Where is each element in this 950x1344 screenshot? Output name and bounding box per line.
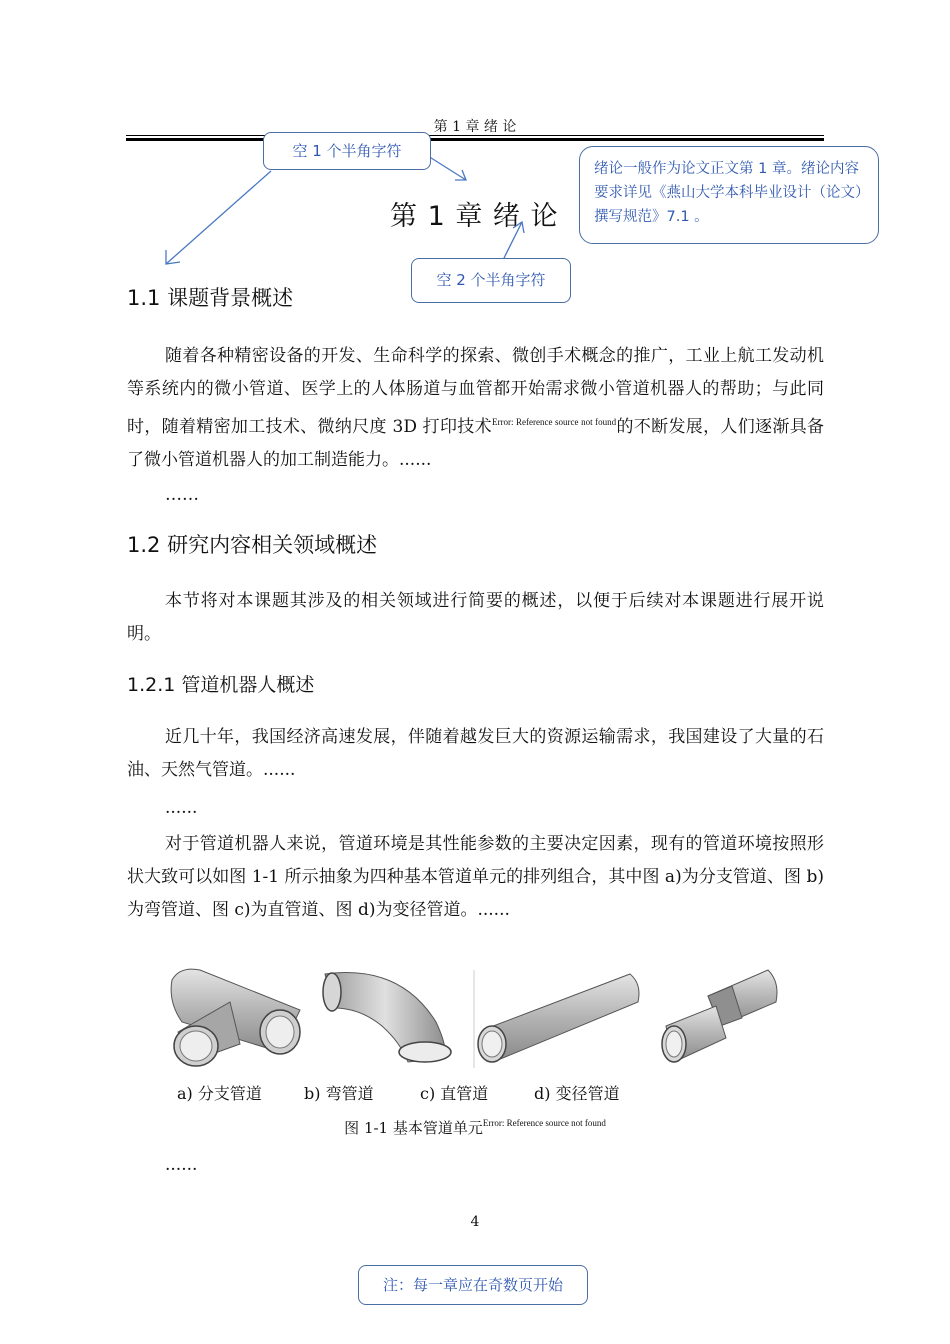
arrowhead-title-gap (513, 222, 524, 233)
paragraph-text-a: 随着各种精密设备的开发、生命科学的探索、微创手术概念的推广，工业上航工发动机等系统内的微小管道、医学上的人体肠道与血管都开始需求微小管道机器人的帮助；与此同时，随着精密加工技术、微纳尺度 3D 打印技术 (127, 346, 824, 437)
callout-intro-note: 绪论一般作为论文正文第 1 章。绪论内容要求详见《燕山大学本科毕业设计（论文）撰写规范》7.1 。 (579, 146, 879, 244)
paragraph-text-b: 的不断发展，人们逐渐具备了微小管道机器人的加工制造能力。...... (127, 417, 825, 470)
callout-odd-page-note: 注：每一章应在奇数页开始 (358, 1265, 588, 1305)
section-1-2-1-paragraph-b: 对于管道机器人来说，管道环境是其性能参数的主要决定因素，现有的管道环境按照形状大致可以如图 1-1 所示抽象为四种基本管道单元的排列组合，其中图 a)为分支管道、图 b)为弯管道、图 c)为直管道、图 d)为变径管道。...... (127, 834, 824, 920)
ellipsis-line: …… (165, 485, 199, 505)
figure-pipe-units (160, 962, 790, 1072)
page-number: 4 (470, 1214, 480, 1230)
section-heading-1-1: 1.1 课题背景概述 (127, 286, 294, 310)
section-heading-1-2: 1.2 研究内容相关领域概述 (127, 533, 378, 557)
section-1-2-1-paragraph-a: 近几十年，我国经济高速发展，伴随着越发巨大的资源运输需求，我国建设了大量的石油、天然气管道。...... (127, 727, 824, 780)
subcaption-b: b) 弯管道 (304, 1084, 374, 1103)
figure-caption-text: 图 1-1 基本管道单元 (344, 1119, 483, 1137)
reference-error: Error: Reference source not found (491, 417, 617, 427)
section-1-2-paragraph: 本节将对本课题其涉及的相关领域进行简要的概述，以便于后续对本课题进行展开说明。 (127, 591, 824, 644)
subcaption-c: c) 直管道 (420, 1084, 489, 1103)
straight-pipe-image (478, 974, 639, 1062)
section-heading-1-2-1: 1.2.1 管道机器人概述 (127, 674, 315, 696)
arrow-to-heading (166, 171, 271, 264)
trailing-dots: ...... (165, 1155, 198, 1175)
figure-caption-reference-error: Error: Reference source not found (482, 1118, 606, 1128)
subcaption-d: d) 变径管道 (534, 1084, 620, 1103)
chapter-title: 第 1 章 绪 论 (390, 201, 559, 232)
subcaption-a: a) 分支管道 (177, 1084, 262, 1103)
dots-line: ...... (165, 798, 198, 818)
section-1-1-paragraph (127, 340, 824, 477)
running-header: 第 1 章 绪 论 (433, 119, 517, 135)
arrow-to-title (428, 156, 466, 180)
callout-space-two: 空 2 个半角字符 (411, 258, 571, 303)
callout-space-one: 空 1 个半角字符 (263, 132, 431, 170)
figure-caption (0, 1117, 950, 1138)
reducer-pipe-image (662, 970, 777, 1062)
elbow-pipe-image (323, 970, 474, 1068)
branch-pipe-image (171, 969, 300, 1066)
